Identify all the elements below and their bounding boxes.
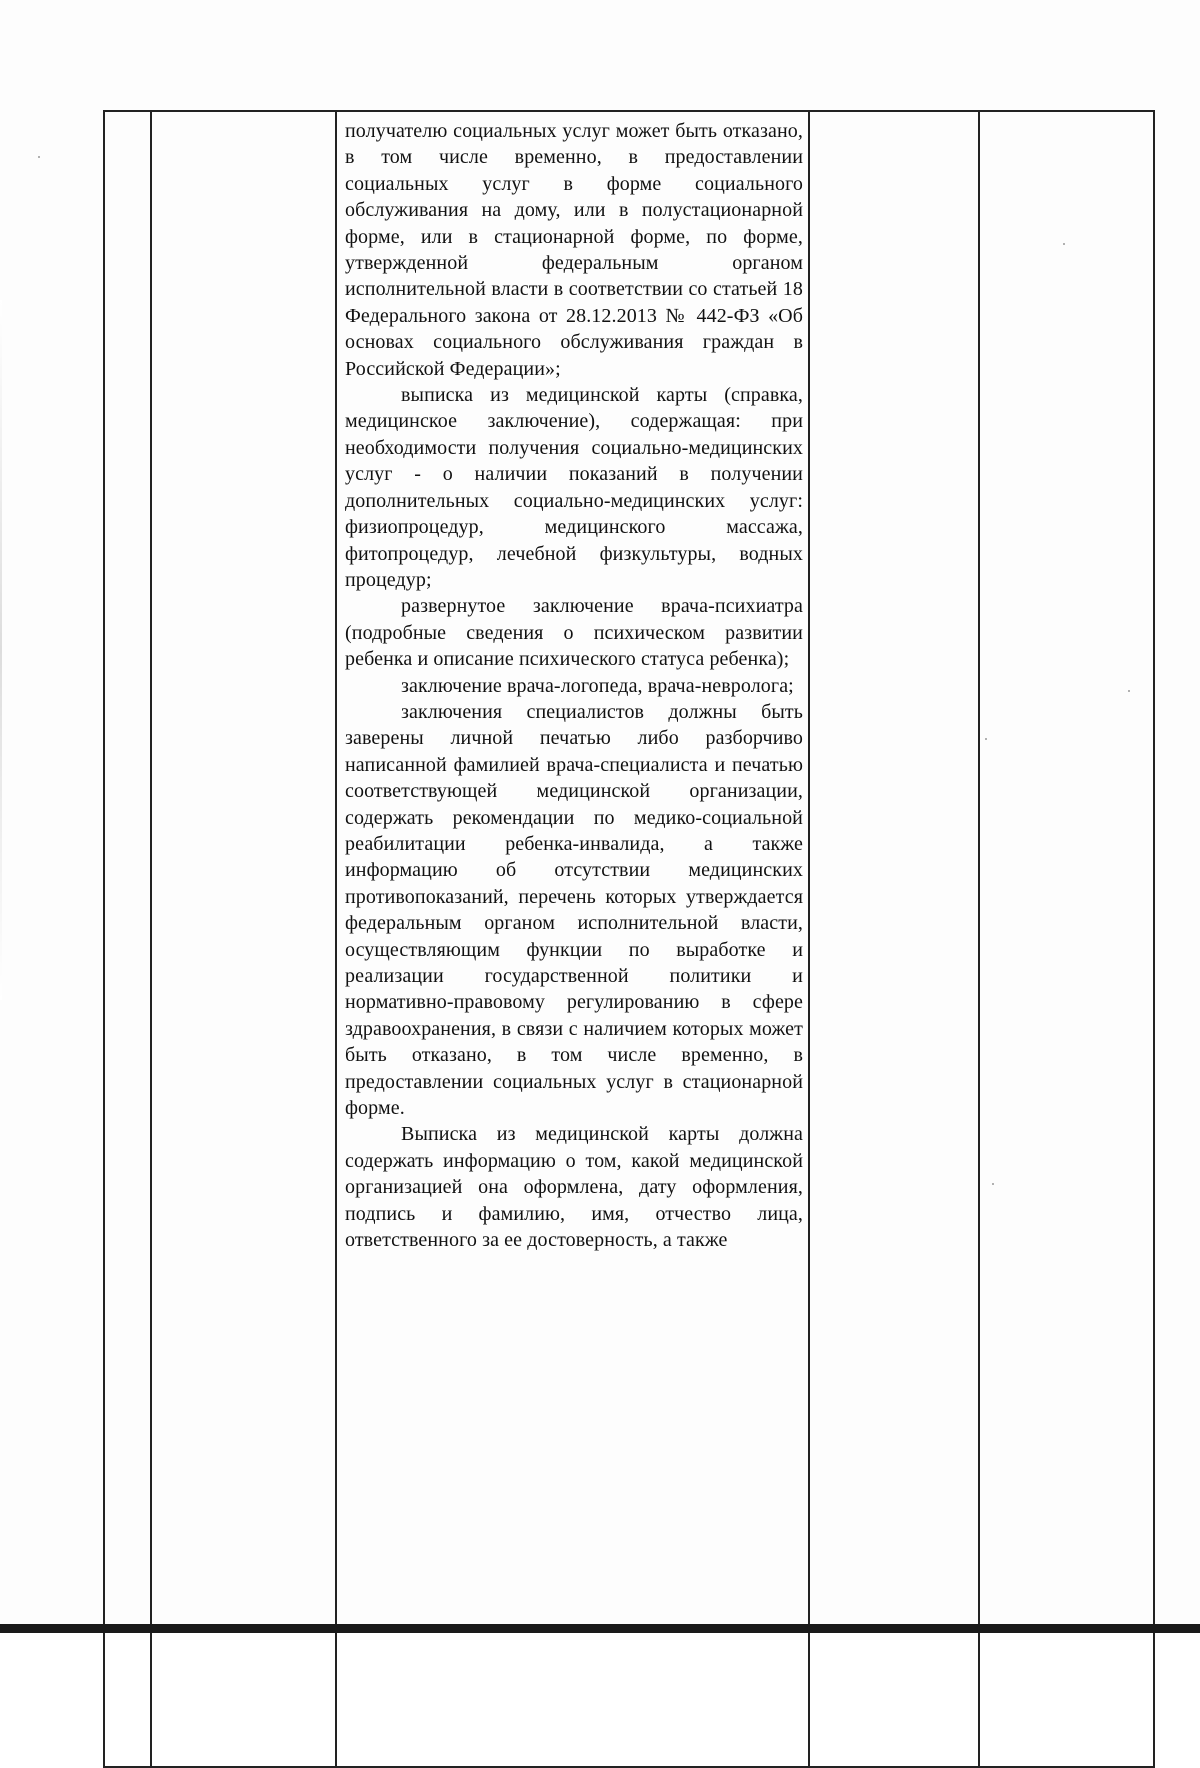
column-divider-1: [150, 110, 152, 1768]
scan-speck: [992, 1183, 994, 1185]
scan-speck: [1063, 243, 1065, 245]
paragraph-6: Выписка из медицинской карты должна содержать информацию о том, какой медицинской организацией она оформлена, дату оформления, подпись и фамилию, имя, отчество лица, ответственного за ее достоверность, а также: [345, 1123, 803, 1252]
scan-speck: [38, 156, 40, 158]
column-divider-3: [808, 110, 810, 1768]
scan-speck: [1128, 690, 1130, 692]
paragraph-2: выписка из медицинской карты (справка, медицинское заключение), содержащая: при необходимости получения социально-медицинских услуг - о наличии показаний в получении дополнительных социально-медицинских услуг: физиопроцедур, медицинского массажа, фитопроцедур, лечебной физкультуры, водных процедур;: [345, 384, 803, 591]
column-divider-2: [335, 110, 337, 1768]
scan-bottom-border: [0, 1624, 1200, 1633]
scan-edge-shadow: [0, 300, 2, 1000]
paragraph-5: заключения специалистов должны быть заверены личной печатью либо разборчиво написанной фамилией врача-специалиста и печатью соответствующей медицинской организации, содержать рекомендации по медико-социальной реабилитации ребенка-инвалида, а также информацию об отсутствии медицинских противопоказаний, перечень которых утверждается федеральным органом исполнительной власти, осуществляющим функции по выработке и реализации государственной политики и нормативно-правовому регулированию в сфере здравоохранения, в связи с наличием которых может быть отказано, в том числе временно, в предоставлении социальных услуг в стационарной форме.: [345, 700, 803, 1120]
scan-speck: [985, 738, 987, 740]
paragraph-1: получателю социальных услуг может быть отказано, в том числе временно, в предоставлении социальных услуг в форме социального обслуживания на дому, или в полустационарной форме, или в стационарной форме, по форме, утвержденной федеральным органом исполнительной власти в соответствии со статьей 18 Федерального закона от 28.12.2013 № 442-ФЗ «Об основах социального обслуживания граждан в Российской Федерации»;: [345, 120, 803, 380]
column-divider-4: [978, 110, 980, 1768]
requirements-text-cell: [345, 118, 803, 1253]
paragraph-3: развернутое заключение врача-психиатра (подробные сведения о психическом развитии ребенка и описание психического статуса ребенка);: [345, 595, 803, 671]
paragraph-4: заключение врача-логопеда, врача-невролога;: [401, 674, 794, 697]
